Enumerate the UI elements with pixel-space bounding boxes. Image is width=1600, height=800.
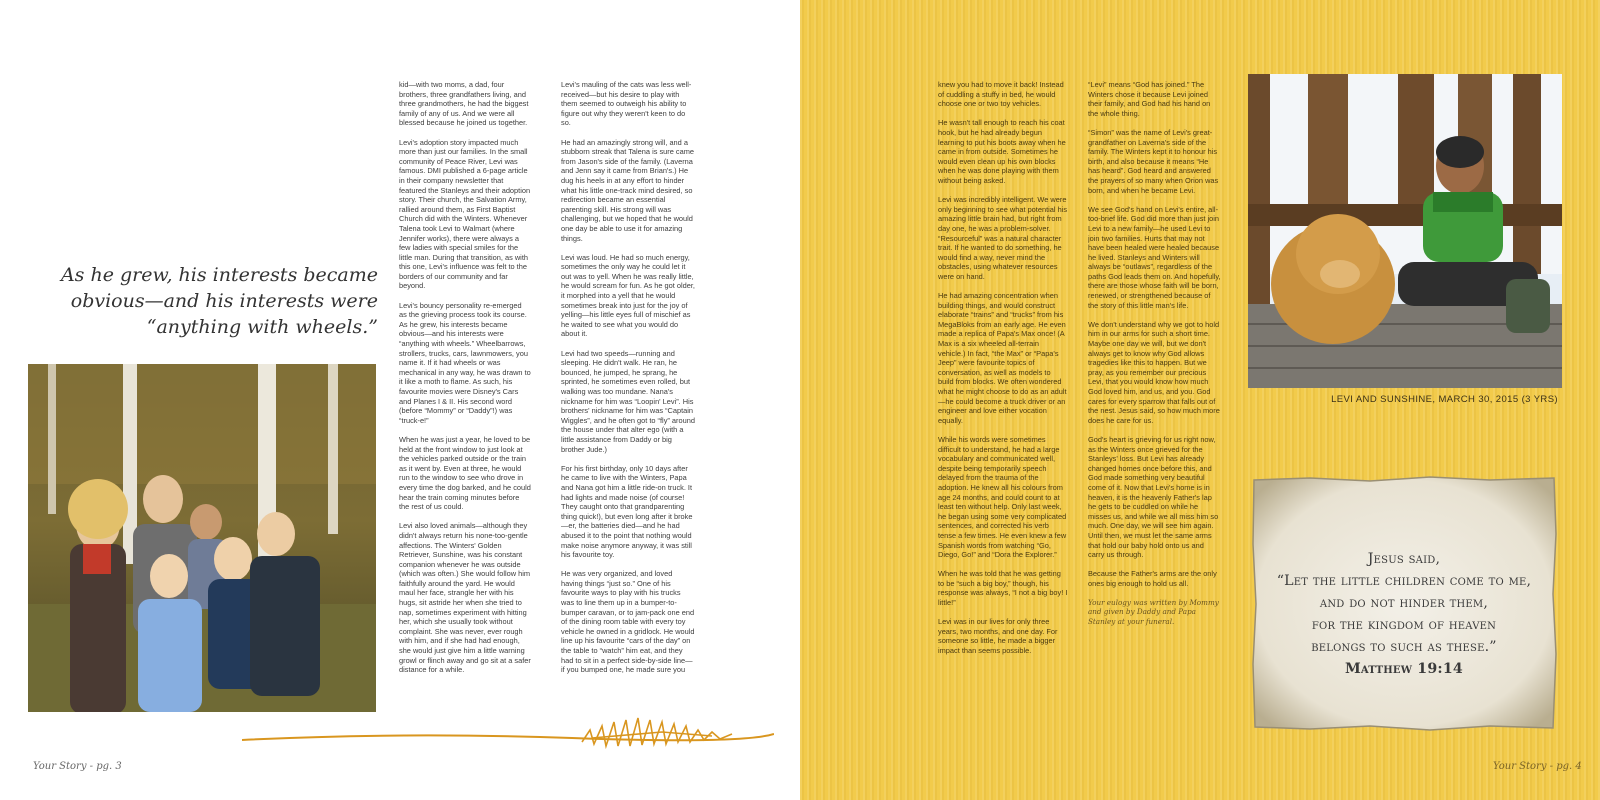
- scripture-line: belongs to such as these.”: [1311, 639, 1497, 655]
- text-column-1: [399, 80, 531, 715]
- paragraph: He wasn't tall enough to reach his coat hook, but he had already begun learning to put his boots away when he came in from outside. Sometimes he would even clean up his own blocks when he was done playing with them without being asked.: [938, 118, 1066, 185]
- paragraph: Because the Father's arms are the only ones big enough to hold us all.: [1088, 569, 1217, 588]
- paragraph: We don't understand why we got to hold him in our arms for such a short time. Maybe one day we will, but we don't always get to know why God allows tragedies like this to happen. But we pray, as you remember our precious Levi, that you would know how much God loved him, and us, and you. God cares for every sparrow that falls out of the nest. Jesus said, so how much more does he care for us.: [1088, 319, 1220, 425]
- eulogy-credit: Your eulogy was written by Mommy and given by Daddy and Papa Stanley at your funeral.: [1088, 598, 1219, 626]
- scripture-line: Jesus said,: [1367, 551, 1441, 567]
- paragraph: Levi also loved animals—although they didn't always return his none-too-gentle affections. The Winters' Golden Retriever, Sunshine, was his constant companion whenever he was outside (which was often.) She would follow him faithfully around the yard. He would maul her face, strangle her with his hugs, sit astride her when she tried to nap, sometimes experiment with hitting her, which she usually took without complaint. She was never, ever rough with him, and if she had had enough, she would just give him a little warning growl or flinch away and go sit at a safer distance for a while.: [399, 521, 531, 675]
- family-photo-icon: [28, 364, 376, 712]
- paragraph: He had amazing concentration when building things, and would construct elaborate “trains” and “trucks” from his MegaBloks from an early age. He even made a replica of Papa's Max once! (A Max is a six wheeled all-terrain vehicle.) In fact, “the Max” or “Papa's Jeep” were favourite topics of conversation, as well as models to build from blocks. We often wondered what he might choose to do as an adult—he could become a truck driver or an engineer and love either vocation equally.: [938, 291, 1067, 425]
- scripture-line: “Let the little children come to me,: [1276, 573, 1532, 589]
- text-column-3: [938, 80, 1068, 680]
- paragraph: Levi had two speeds—running and sleeping. He didn't walk. He ran, he bounced, he jumped, he sprang, he sprinted, he sometimes even rolled, but walking was too mundane. Nana's nickname for him was “Loopin' Levi”. His brothers' nickname for him was “Captain Wiggles”, and he often got to “fly” around the house under that alter ego (with a little assistance from Daddy or big brother Jude.): [561, 348, 695, 454]
- scripture-card: [1250, 474, 1558, 732]
- scripture-line: and do not hinder them,: [1319, 595, 1489, 611]
- paragraph: God's heart is grieving for us right now, as the Winters once grieved for the Stanleys' loss. But Levi has already changed homes once before this, and God made something very beautiful come of it. Now that Levi's home is in heaven, it is the heavenly Father's lap he gets to be cuddled on while he misses us, and while we all miss him so much. One day, we will see him again. Until then, we must let the same arms that hold our baby hold onto us and carry us through.: [1088, 434, 1219, 560]
- paragraph: When he was just a year, he loved to be held at the front window to just look at the vehicles parked outside or the train as it went by. Even at three, he would run to the window to see who drove in every time the dog barked, and he could hear the train coming minutes before the rest of us could.: [399, 434, 531, 512]
- text-column-2: [561, 80, 695, 705]
- paragraph: While his words were sometimes difficult to understand, he had a large vocabulary and communicated well, despite being temporarily speech delayed from the trauma of the adoption. He knew all his colours from age 24 months, and could count to at least ten without help. Only last week, he began using some very complicated sentences, and corrected his verb tense a few times. He even knew a few Spanish words from watching “Go, Diego, Go!” and “Dora the Explorer.”: [938, 434, 1067, 560]
- paragraph: He had an amazingly strong will, and a stubborn streak that Talena is sure came from Jason's side of the family. (Laverna and Jenn say it came from Brian's.) He dug his heels in at any effort to hinder what his little one-track mind desired, so redirection became an essential parenting skill. His strong will was challenging, but we hoped that he would one day be able to use it for amazing things.: [561, 137, 694, 243]
- paragraph: Levi was incredibly intelligent. We were only beginning to see what potential his amazing little brain had, but right from day one, he was a problem-solver. “Resourceful” was a natural character trait. If he wanted to do something, he would find a way, never mind the obstacles, using whatever resources were on hand.: [938, 195, 1068, 281]
- pull-quote: As he grew, his interests became obvious—and his interests were “anything with wheels.”: [60, 264, 378, 338]
- levi-photo: [1248, 74, 1562, 388]
- text-column-4: [1088, 80, 1222, 660]
- family-photo: [28, 364, 376, 712]
- paragraph: kid—with two moms, a dad, four brothers, three grandfathers living, and three grandmothers, he had the biggest family of any of us. And we were all blessed because he joined us together.: [399, 80, 529, 128]
- page-number-left: Your Story - pg. 3: [33, 761, 122, 772]
- paragraph: “Levi” means “God has joined.” The Winters chose it because Levi joined their family, and God had his hand on the whole thing.: [1088, 80, 1211, 118]
- scripture-line: for the kingdom of heaven: [1311, 617, 1497, 633]
- paragraph: Levi's adoption story impacted much more than just our families. In the small community of Peace River, Levi was famous. DMI published a 6-page article in their company newsletter that featured the Stanleys and their adoption story. Their church, the Salvation Army, rallied around them, as First Baptist Church did with the Winters. Whenever Talena took Levi to Walmart (where Jennifer works), there were always a few ladies with special smiles for the little man. During that transition, as with this one, Levi's influence was felt to the borders of our community and far beyond.: [399, 137, 531, 291]
- scripture-reference: Matthew 19:14: [1344, 661, 1463, 677]
- paragraph: Levi's bouncy personality re-emerged as the grieving process took its course. As he grew, his interests became obvious—and his interests were “anything with wheels.” Wheelbarrows, strollers, trucks, cars, lawnmowers, you name it. If it had wheels or was mechanical in any way, he was drawn to it like a moth to flame. As such, his favourite movies were Disney's Cars and Planes I & II. His second word (before “Mommy” or “Daddy”!) was “truck-e!”: [399, 300, 531, 425]
- paragraph: “Simon” was the name of Levi's great-grandfather on Laverna's side of the family. The Winters kept it to honour his birth, and also because it means “He has heard”. God heard and answered the prayers of so many when Orion was born, and when he became Levi.: [1088, 127, 1219, 195]
- photo-caption: LEVI AND SUNSHINE, MARCH 30, 2015 (3 YRS): [1331, 394, 1558, 405]
- paragraph: When he was told that he was getting to be “such a big boy,” though, his response was always, “I not a big boy! I little!”: [938, 569, 1068, 608]
- paragraph: Levi was loud. He had so much energy, sometimes the only way he could let it out was to yell. When he was really little, he would scream for fun. As he got older, it morphed into a yell that he would sometimes break into just for the joy of yelling—his little eyes full of mischief as he waited to see what you would do about it.: [561, 252, 695, 339]
- scripture-verse: [1250, 548, 1558, 680]
- paragraph: Levi's mauling of the cats was less well-received—but his desire to play with them seemed to outweigh his ability to figure out why they weren't keen to do so.: [561, 80, 692, 128]
- page-number-right: Your Story - pg. 4: [1493, 761, 1582, 772]
- paragraph: We see God's hand on Levi's entire, all-too-brief life. God did more than just join Levi to a new family—he used Levi to join two families. Hurts that may not have been healed were healed because he lived. Stanleys and Winters will always be “outlaws”, regardless of the paths God leads them on. And hopefully, there are those whose faith will be born, renewed, or strengthened because of the story of this little man's life.: [1088, 204, 1221, 310]
- paragraph: He was very organized, and loved having things “just so.” One of his favourite ways to play with his trucks was to line them up in a bumper-to-bumper caravan, or to jam-pack one end of the dining room table with every toy vehicle he owned in a gridlock. He would line up his favourite “cars of the day” on the table to “watch” him eat, and they had to sit in a perfect side-by-side line—if you bumped one, he made sure you: [561, 569, 695, 675]
- paragraph: For his first birthday, only 10 days after he came to live with the Winters, Papa and Nana got him a little ride-on truck. It had lights and made noise (of course! They caught onto that grandparenting thing quick!), but even long after it broke—er, the batteries died—and he had abused it to the point that nothing would make noise anymore anyway, it was still his favourite toy.: [561, 463, 693, 560]
- boy-and-dog-photo-icon: [1248, 74, 1562, 388]
- decorative-swoosh-icon: [242, 712, 774, 752]
- paragraph: Levi was in our lives for only three years, two months, and one day. For someone so little, he made a bigger impact than seems possible.: [938, 617, 1058, 656]
- paragraph: knew you had to move it back! Instead of cuddling a stuffy in bed, he would choose one or two toy vehicles.: [938, 80, 1064, 109]
